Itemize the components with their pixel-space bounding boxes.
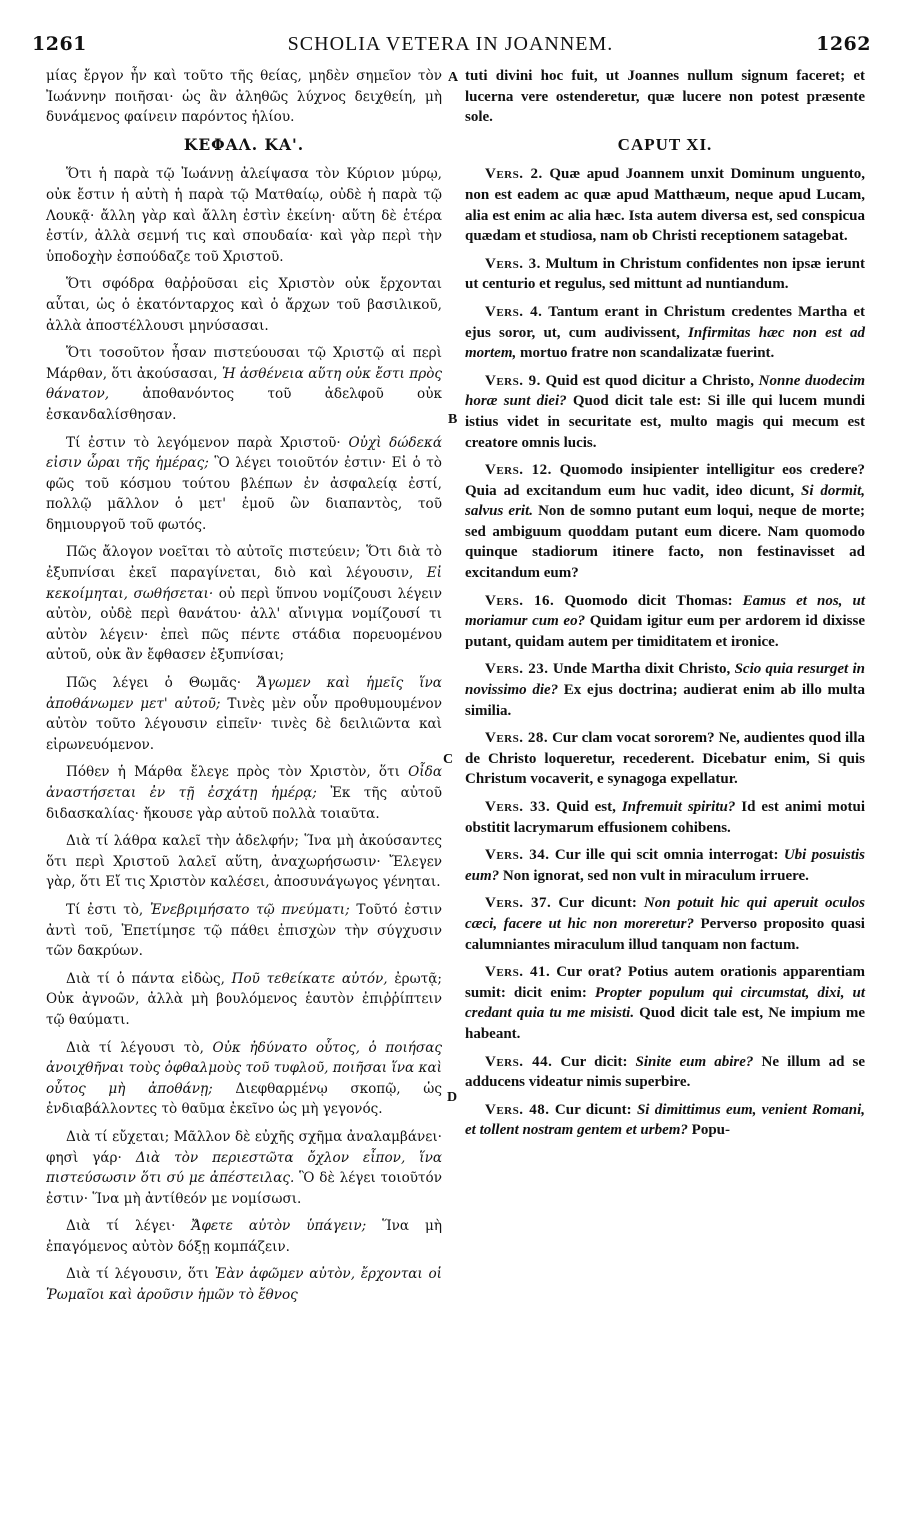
- greek-scholium: [46, 762, 442, 824]
- latin-text: Cur orat? Potius autem orationis apparentiam sumit: dicit enim:: [465, 964, 866, 1001]
- margin-marker-d: D: [447, 1090, 458, 1105]
- greek-chapter-heading: ΚΕΦΑΛ. ΚΑ'.: [183, 134, 305, 154]
- latin-text: Cur clam vocat sororem? Ne, audientes quod illa de Christo loqueretur, recederent. Dicebatur enim, Si quis Christum vocaverit, e synagoga expellatur.: [465, 730, 865, 788]
- latin-scholium: [465, 962, 865, 1044]
- greek-text: Διὰ τί λάθρα καλεῖ τὴν ἀδελφήν; Ἵνα μὴ ἀκούσαντες ὅτι περὶ Χριστοῦ λαλεῖ αὕτη, ἀναχωρήσωσιν· Ἔλεγεν γὰρ, ὅτι Εἴ τις Χριστὸν καλέσει, ἀποσυνάγωγος γένηται.: [46, 833, 442, 891]
- latin-text: Ne illum ad se adducens videatur nimis superbire.: [465, 1053, 866, 1091]
- greek-text: Πῶς ἄλογον νοεῖται τὸ αὐτοῖς πιστεύειν; Ὅτι διὰ τὸ ἐξυπνίσαι ἐκεῖ παραγίνεται, διὸ καὶ λέγουσιν,: [46, 544, 442, 582]
- verse-reference: Vers. 44.: [485, 1053, 553, 1070]
- latin-text: Quod dicit tale est: Si ille qui lucem mundi istius videt in securitate est, multo magis qui mecum est creatore omnis lucis.: [465, 393, 865, 451]
- greek-text: Ὅτι ἡ παρὰ τῷ Ἰωάννῃ ἀλείψασα τὸν Κύριον μύρῳ, οὐκ ἔστιν ἡ αὐτὴ ἡ παρὰ τῷ Ματθαίῳ, οὐδὲ ἡ παρὰ τῷ Λουκᾷ· ἄλλη γὰρ καὶ ἄλλη ἐστὶν ἐκείνη· αὕτη δὲ ἑτέρα ἐστίν, ἀλλὰ σεμνή τις καὶ σπουδαία· καὶ γὰρ περὶ τὴν ὑποδοχὴν ἐσπούδαζε τοῦ Χριστοῦ.: [46, 166, 442, 265]
- verse-reference: Vers. 16.: [485, 592, 555, 609]
- greek-quotation: Ἄφετε αὐτὸν ὑπάγειν;: [191, 1218, 367, 1235]
- greek-scholium: [46, 164, 442, 267]
- latin-text: Multum in Christum confidentes non ipsæ ierunt ut centurio et regulus, sed mittunt ad nuntiandum.: [465, 255, 866, 293]
- latin-quotation: Infremuit spiritu?: [621, 799, 736, 815]
- verse-reference: Vers. 23.: [485, 661, 549, 678]
- greek-text: Τί ἐστιν τὸ λεγόμενον παρὰ Χριστοῦ·: [66, 434, 349, 451]
- greek-scholium: [46, 900, 442, 962]
- greek-text: Τί ἐστι τὸ,: [66, 901, 150, 918]
- greek-text: Ἐκ τῆς αὐτοῦ διδασκαλίας· ἤκουσε γὰρ αὐτοῦ πολλὰ τοιαῦτα.: [46, 785, 442, 822]
- greek-text: Διεφθαρμένῳ σκοπῷ, ὡς ἐνδιαβάλλοντες τὸ θαῦμα ἐκεῖνο ὡς μὴ γεγονός.: [46, 1080, 442, 1118]
- latin-quotation: Infirmitas hæc non est ad mortem,: [465, 324, 865, 362]
- latin-scholium: [465, 302, 865, 364]
- latin-quotation: Propter populum qui circumstat, dixi, ut credant quia tu me misisti.: [465, 984, 865, 1022]
- verse-reference: Vers. 37.: [485, 895, 552, 912]
- greek-scholium: [46, 1038, 442, 1120]
- greek-quotation: Οὐχὶ δώδεκά εἰσιν ὧραι τῆς ἡμέρας;: [46, 434, 442, 472]
- latin-scholium: [465, 371, 865, 453]
- greek-text: Διὰ τί ὁ πάντα εἰδὼς,: [66, 970, 232, 987]
- latin-text: Popu-: [687, 1122, 731, 1139]
- greek-scholium: [46, 343, 442, 425]
- latin-intro: tuti divini hoc fuit, ut Joannes nullum signum faceret; et lucerna vere ostenderetur, quæ lucere non potest præsente sole.: [465, 68, 865, 126]
- latin-quotation: Si dimittimus eum, venient Romani, et tollent nostram gentem et urbem?: [465, 1101, 865, 1139]
- latin-text: Cur ille qui scit omnia interrogat:: [549, 847, 784, 864]
- greek-intro: μίας ἔργον ἦν καὶ τοῦτο τῆς θείας, μηδὲν σημεῖον τὸν Ἰωάννην ποιῆσαι· ὡς ἂν ἀληθῶς λύχνος δειχθείη, μὴ δυνάμενος φαίνειν παρόντος ἡλίου.: [46, 68, 442, 126]
- verse-reference: Vers. 48.: [485, 1101, 550, 1118]
- greek-quotation: Οὐκ ἠδύνατο οὗτος, ὁ ποιήσας ἀνοιχθῆναι τοὺς ὀφθαλμοὺς τοῦ τυφλοῦ, ποιῆσαι ἵνα καὶ οὗτος μὴ ἀποθάνῃ;: [46, 1039, 442, 1097]
- verse-reference: Vers. 34.: [485, 847, 550, 864]
- greek-scholium: [46, 831, 442, 893]
- greek-scholium: [46, 1127, 442, 1209]
- latin-text: Quomodo insipienter intelligitur eos credere? Quia ad excitandum eum huc vadit, ideo dicunt,: [465, 462, 865, 499]
- latin-scholium: [465, 591, 865, 653]
- latin-quotation: Nonne duodecim horæ sunt diei?: [465, 372, 865, 410]
- latin-text: Quid est quod dicitur a Christo,: [540, 372, 759, 389]
- latin-quotation: Sinite eum abire?: [635, 1053, 754, 1070]
- latin-text: Id est animi motui obstitit lacrymarum effusionem cohibens.: [465, 799, 866, 836]
- latin-text: Quod dicit tale est, Ne impium me habeant.: [465, 1005, 865, 1042]
- greek-text: Ὅτι τοσοῦτον ἦσαν πιστεύουσαι τῷ Χριστῷ αἱ περὶ Μάρθαν, ὅτι ἀκούσασαι,: [46, 345, 442, 382]
- greek-scholium: [46, 1216, 442, 1257]
- latin-text: Non de somno putant eum loqui, neque de morte; sed ambiguum quoddam putant eum dicere. Nam quomodo quinque stadiorum itinere facto, non festinavisset ad excitandum eum?: [465, 503, 865, 582]
- greek-text: Πῶς λέγει ὁ Θωμᾶς·: [66, 675, 258, 692]
- greek-text: οὐ περὶ ὕπνου νομίζουσι λέγειν αὐτὸν, οὐδὲ περὶ θανάτου· ἀλλ' αἴνιγμα νομίζουσί τι αὐτὸν λέγειν· ἐπεὶ πῶς πέντε στάδια πορευομένου αὐτοῦ, οὐκ ἂν ἔφθασεν ἐξυπνίσαι;: [46, 585, 443, 664]
- greek-scholium: [46, 673, 442, 755]
- latin-text: Quidam igitur eum per ardorem id dixisse putant, quidam autem per timiditatem et ironice.: [465, 613, 865, 650]
- greek-quotation: Οἶδα ἀναστήσεται ἐν τῇ ἐσχάτῃ ἡμέρᾳ;: [46, 764, 442, 801]
- margin-marker-b: B: [448, 412, 458, 427]
- latin-text: Cur dicunt:: [549, 1101, 637, 1118]
- greek-scholium: [46, 433, 442, 536]
- latin-scholium: [465, 164, 865, 246]
- greek-text: Διὰ τί εὔχεται; Μᾶλλον δὲ εὐχῆς σχῆμα ἀναλαμβάνει· φησὶ γάρ·: [46, 1128, 442, 1166]
- latin-text: Tantum erant in Christum credentes Martha et ejus soror, ut, cum audivissent,: [465, 303, 865, 341]
- greek-scholium: [46, 1264, 442, 1305]
- latin-scholium: [465, 797, 865, 838]
- greek-scholium: [46, 969, 442, 1031]
- latin-column: [465, 66, 865, 1148]
- greek-text: Διὰ τί λέγει·: [66, 1218, 192, 1235]
- latin-quotation: Scio quia resurget in novissimo die?: [465, 661, 865, 699]
- greek-column: [46, 66, 442, 1313]
- verse-reference: Vers. 41.: [485, 964, 551, 981]
- latin-text: Cur dicit:: [552, 1053, 636, 1070]
- latin-text: Unde Martha dixit Christo,: [548, 661, 735, 678]
- greek-quotation: Ἄγωμεν καὶ ἡμεῖς ἵνα ἀποθάνωμεν μετ' αὐτοῦ;: [46, 675, 442, 712]
- greek-quotation: Ἐὰν ἀφῶμεν αὐτὸν, ἔρχονται οἱ Ῥωμαῖοι καὶ ἀροῦσιν ἡμῶν τὸ ἔθνος: [46, 1266, 443, 1304]
- verse-reference: Vers. 4.: [485, 303, 543, 320]
- latin-text: Quæ apud Joannem unxit Dominum unguento, non est eadem ac quæ apud Matthæum, neque apud Lucam, alia est enim ac alia hæc. Ista autem diversa est, sed conspicua quædam et studiosa, nam ob Christi receptionem satagebat.: [465, 166, 865, 245]
- latin-text: Ex ejus doctrina; audierat enim ab illo multa similia.: [465, 682, 865, 719]
- greek-scholium: [46, 542, 442, 666]
- page-number-right: 1262: [816, 33, 871, 55]
- latin-scholium: [465, 1052, 865, 1093]
- latin-scholium: [465, 659, 865, 721]
- latin-chapter-heading: CAPUT XI.: [617, 134, 713, 154]
- page-number-left: 1261: [32, 33, 87, 55]
- verse-reference: Vers. 2.: [485, 166, 543, 183]
- latin-text: Perverso proposito quasi calumniantes miraculum illud tanquam non factum.: [465, 915, 865, 953]
- latin-quotation: Eamus et nos, ut moriamur cum eo?: [465, 592, 865, 630]
- greek-text: ἀποθανόντος τοῦ ἀδελφοῦ οὐκ ἐσκανδαλίσθησαν.: [46, 386, 442, 423]
- greek-quotation: Ἐνεβριμήσατο τῷ πνεύματι;: [149, 901, 350, 918]
- latin-text: mortuo fratre non scandalizatæ fuerint.: [516, 345, 775, 362]
- margin-marker-c: C: [443, 752, 454, 767]
- greek-quotation: Εἰ κεκοίμηται, σωθήσεται·: [46, 565, 442, 602]
- latin-scholium: [465, 1100, 865, 1141]
- greek-text: Διὰ τί λέγουσι τὸ,: [66, 1039, 213, 1056]
- latin-quotation: Si dormit, salvus erit.: [465, 482, 865, 520]
- greek-quotation: Ἡ ἀσθένεια αὕτη οὐκ ἔστι πρὸς θάνατον,: [46, 365, 442, 403]
- latin-text: Cur dicunt:: [551, 895, 644, 912]
- latin-text: Quomodo dicit Thomas:: [554, 592, 743, 609]
- latin-quotation: Non potuit hic qui aperuit oculos cæci, facere ut hic non moreretur?: [465, 895, 866, 932]
- latin-scholium: [465, 845, 865, 886]
- greek-text: Τοῦτό ἐστιν ἀντὶ τοῦ, Ἐπετίμησε τῷ πάθει ἐπισχὼν τὴν σύγχυσιν τῶν δακρύων.: [46, 901, 442, 960]
- latin-text: Quid est,: [550, 799, 622, 815]
- latin-scholium: [465, 254, 865, 295]
- greek-text: Ὅτι σφόδρα θαῤῥοῦσαι εἰς Χριστὸν οὐκ ἔρχονται αὗται, ὡς ὁ ἑκατόνταρχος καὶ ὁ ἄρχων τοῦ βασιλικοῦ, ἀλλὰ ἀποστέλλουσι μηνύσασαι.: [46, 276, 442, 334]
- latin-quotation: Ubi posuistis eum?: [465, 847, 865, 884]
- greek-text: Διὰ τί λέγουσιν, ὅτι: [66, 1266, 215, 1283]
- verse-reference: Vers. 3.: [485, 255, 541, 272]
- greek-text: ἐρωτᾷ; Οὐκ ἀγνοῶν, ἀλλὰ μὴ βουλόμενος ἑαυτὸν ἐπιῤῥίπτειν τῷ θαύματι.: [46, 970, 442, 1028]
- verse-reference: Vers. 33.: [485, 799, 551, 815]
- latin-scholium: [465, 893, 865, 955]
- greek-text: Ἵνα μὴ ἐπαγόμενος αὐτὸν δόξῃ κομπάζειν.: [46, 1218, 442, 1255]
- greek-text: Ὃ δὲ λέγει τοιοῦτόν ἐστιν· Ἵνα μὴ ἀντίθεόν με νομίσωσι.: [46, 1170, 442, 1207]
- running-title: SCHOLIA VETERA IN JOANNEM.: [287, 33, 614, 55]
- greek-text: Πόθεν ἡ Μάρθα ἔλεγε πρὸς τὸν Χριστὸν, ὅτι: [66, 764, 409, 781]
- greek-quotation: Ποῦ τεθείκατε αὐτόν,: [231, 970, 388, 987]
- verse-reference: Vers. 28.: [485, 730, 549, 747]
- margin-marker-a: A: [448, 70, 459, 85]
- greek-quotation: Διὰ τὸν περιεστῶτα ὄχλον εἶπον, ἵνα πιστεύσωσιν ὅτι σύ με ἀπέστειλας.: [46, 1149, 443, 1187]
- greek-text: Τινὲς μὲν οὖν προθυμουμένον αὐτὸν τοῦτο λέγουσιν εἰπεῖν· τινὲς δὲ δειλιῶντα καὶ εἰρωνευόμενον.: [46, 695, 442, 753]
- latin-text: Non ignorat, sed non vult in miraculum irruere.: [499, 867, 809, 884]
- verse-reference: Vers. 9.: [485, 372, 541, 389]
- verse-reference: Vers. 12.: [485, 462, 552, 479]
- latin-scholium: [465, 728, 865, 790]
- latin-scholium: [465, 460, 865, 584]
- greek-scholium: [46, 274, 442, 336]
- greek-text: Ὃ λέγει τοιοῦτόν ἐστιν· Εἰ ὁ τὸ φῶς τοῦ κόσμου τούτου βλέπων ἐν ἀσφαλείᾳ ἐστί, πολλῷ μᾶλλον ὁ μετ' ἐμοῦ ὢν διαπαντὸς, τοῦ δημιουργοῦ τοῦ φωτός.: [46, 455, 442, 533]
